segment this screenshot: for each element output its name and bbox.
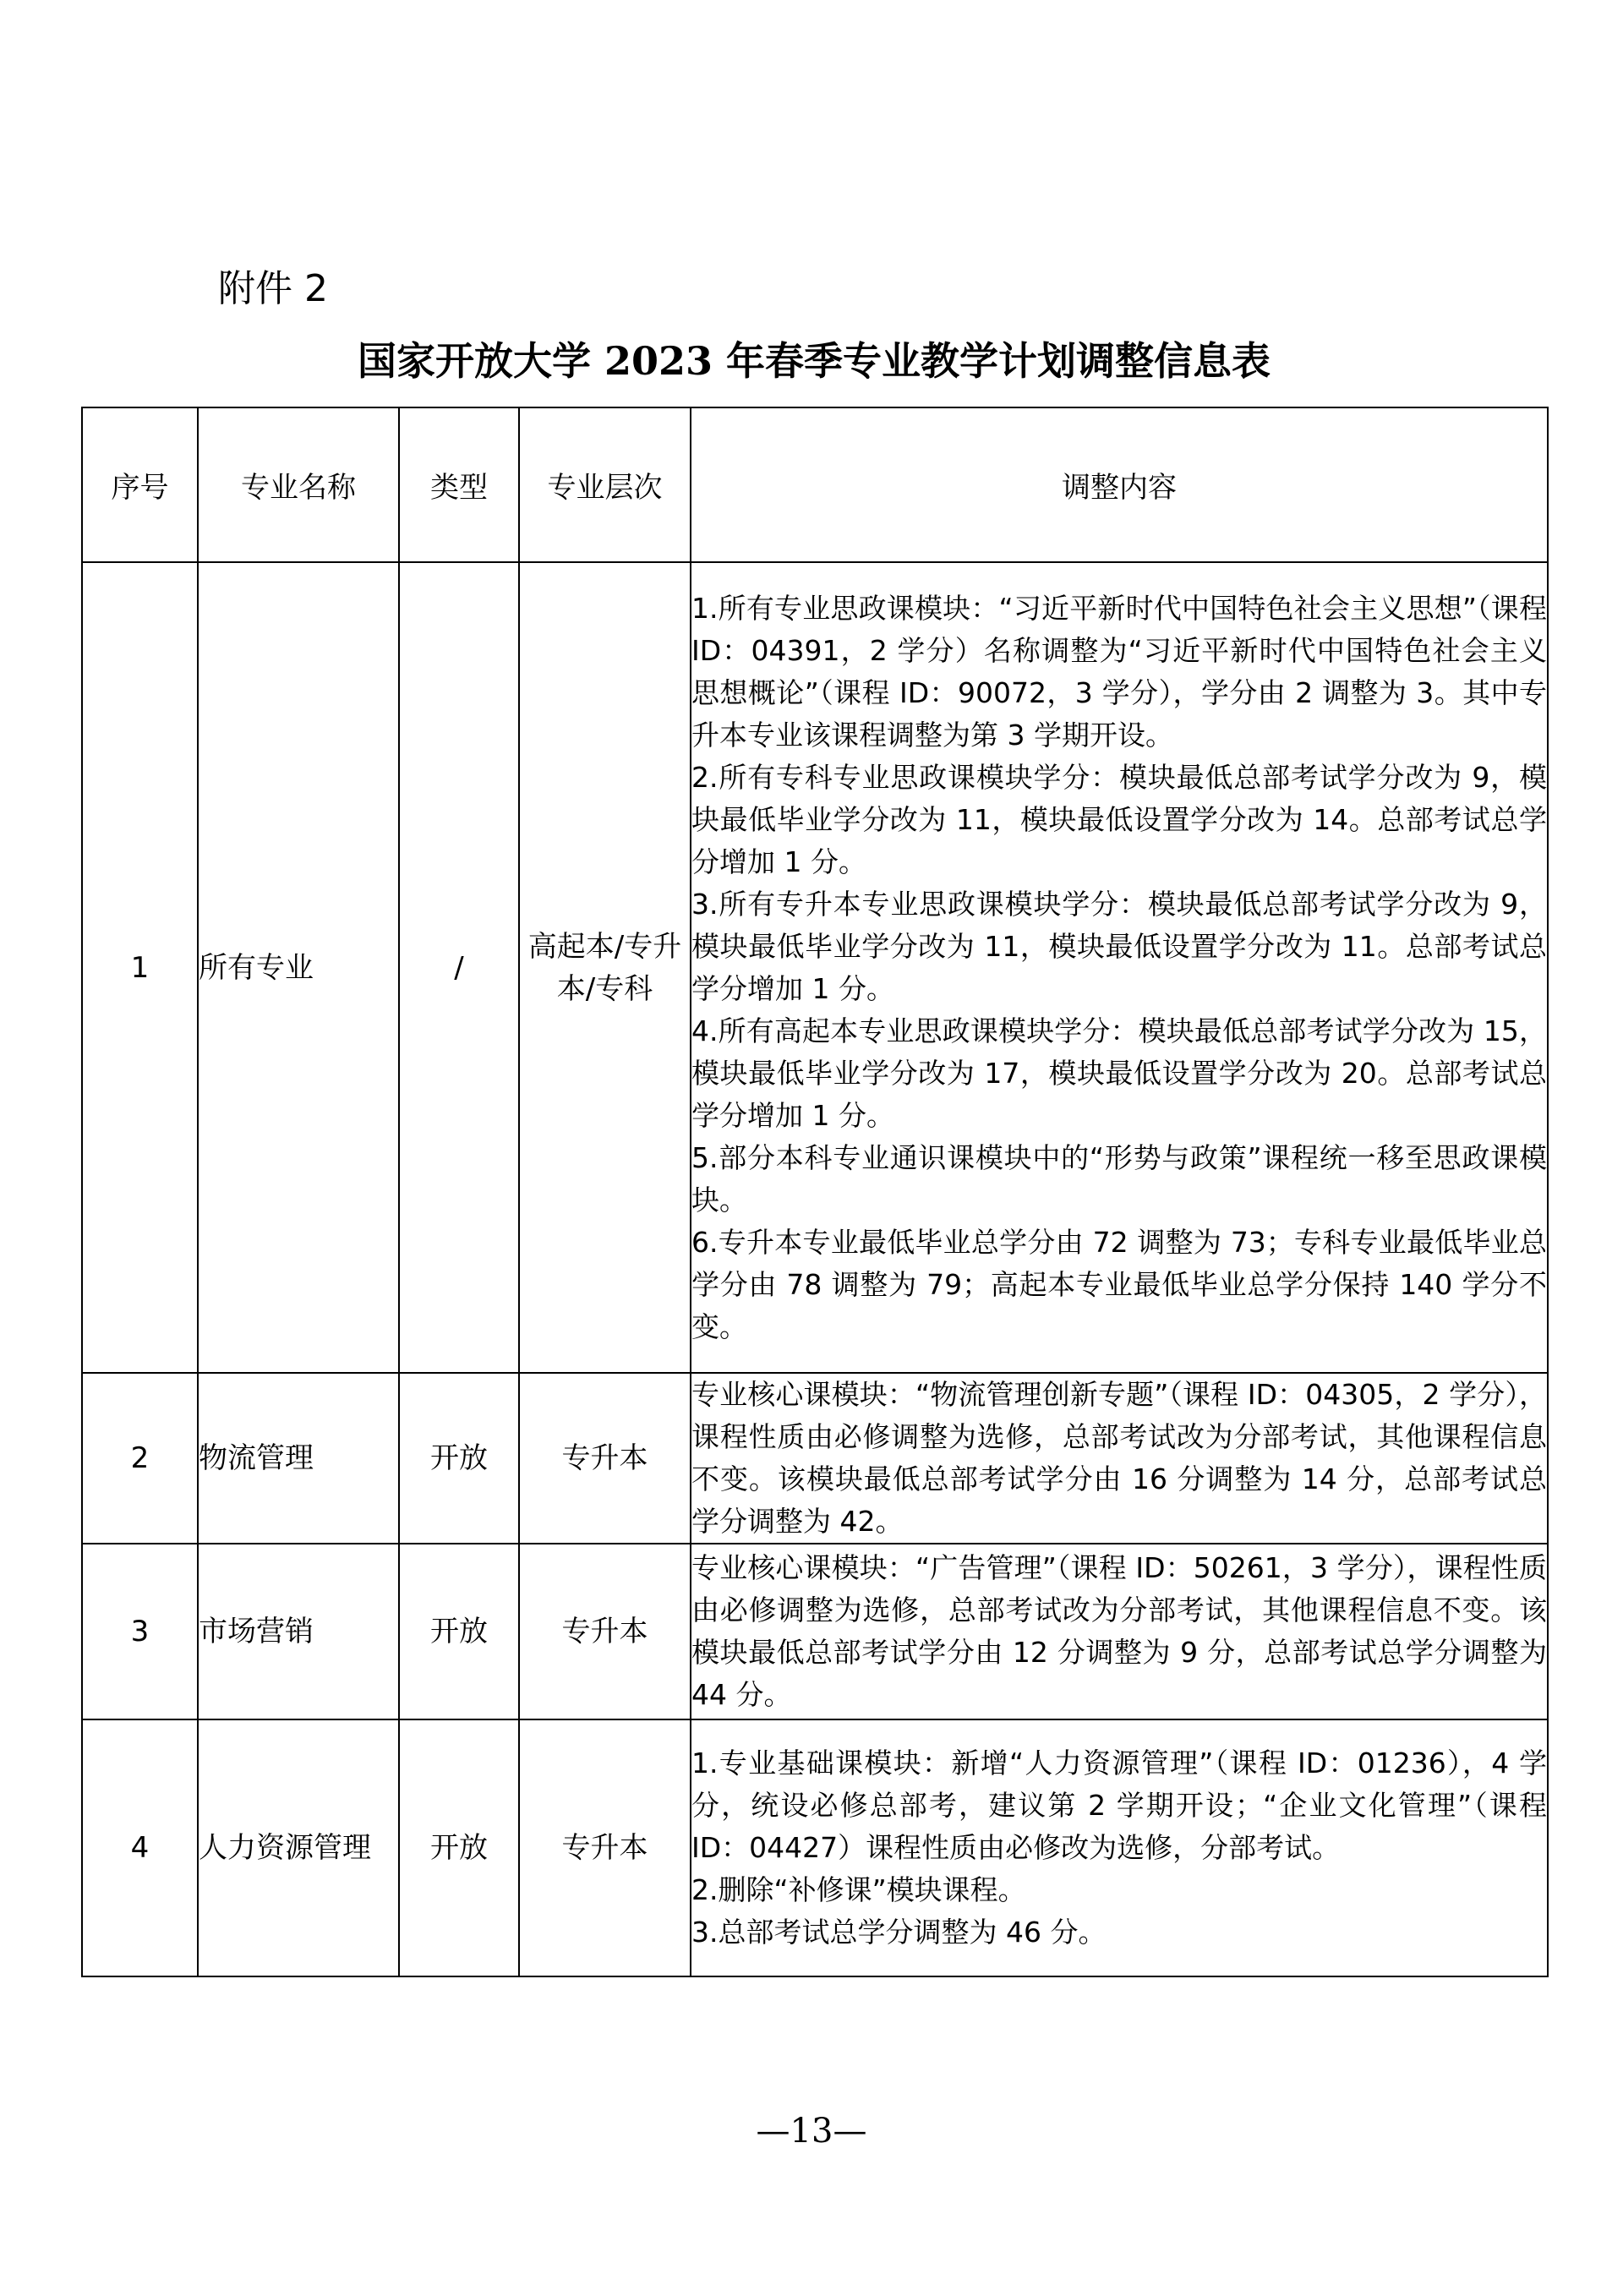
content-paragraph: 专业核心课模块：“物流管理创新专题”（课程 ID：04305，2 学分），课程性质由必修调整为选修，总部考试改为分部考试，其他课程信息不变。该模块最低总部考试学分由 16 分调整为 14 分，总部考试总学分调整为 42。 [691,1378,1547,1538]
row-adjustment-content [691,1373,1548,1544]
table-row [82,1719,1548,1976]
row-major-name: 物流管理 [198,1373,399,1544]
header-serial-number: 序号 [82,407,198,562]
header-adjustment-content: 调整内容 [691,407,1548,562]
row-type: 开放 [399,1373,519,1544]
row-type: / [399,562,519,1373]
row-major-name: 市场营销 [198,1544,399,1719]
content-paragraph: 4.所有高起本专业思政课模块学分：模块最低总部考试学分改为 15，模块最低毕业学分改为 17，模块最低设置学分改为 20。总部考试总学分增加 1 分。 [691,1014,1547,1132]
table-header-row [82,407,1548,562]
row-major-level: 高起本/专升本/专科 [519,562,691,1373]
content-paragraph: 3.总部考试总学分调整为 46 分。 [691,1916,1107,1949]
row-major-name: 所有专业 [198,562,399,1373]
page-number: —13— [756,2112,867,2151]
row-adjustment-content [691,1719,1548,1976]
content-paragraph: 6.专升本专业最低毕业总学分由 72 调整为 73；专科专业最低毕业总学分由 78 调整为 79；高起本专业最低毕业总学分保持 140 学分不变。 [691,1225,1547,1343]
content-paragraph: 1.所有专业思政课模块：“习近平新时代中国特色社会主义思想”（课程 ID：04391，2 学分）名称调整为“习近平新时代中国特色社会主义思想概论”（课程 ID：90072，3 学分），学分由 2 调整为 3。其中专升本专业该课程调整为第 3 学期开设。 [691,591,1547,752]
row-adjustment-content [691,562,1548,1373]
row-major-name: 人力资源管理 [198,1719,399,1976]
page-title: 国家开放大学 2023 年春季专业教学计划调整信息表 [357,338,1271,384]
content-paragraph: 2.所有专科专业思政课模块学分：模块最低总部考试学分改为 9，模块最低毕业学分改为 11，模块最低设置学分改为 14。总部考试总学分增加 1 分。 [691,760,1547,878]
content-paragraph: 专业核心课模块：“广告管理”（课程 ID：50261，3 学分），课程性质由必修调整为选修，总部考试改为分部考试，其他课程信息不变。该模块最低总部考试学分由 12 分调整为 9 分，总部考试总学分调整为 44 分。 [691,1551,1547,1711]
row-adjustment-content [691,1544,1548,1719]
row-major-level: 专升本 [519,1719,691,1976]
row-type: 开放 [399,1719,519,1976]
table-row [82,562,1548,1373]
row-type: 开放 [399,1544,519,1719]
attachment-label: 附件 2 [218,267,328,310]
row-serial-number: 3 [82,1544,198,1719]
content-paragraph: 3.所有专升本专业思政课模块学分：模块最低总部考试学分改为 9，模块最低毕业学分改为 11，模块最低设置学分改为 11。总部考试总学分增加 1 分。 [691,887,1547,1005]
content-paragraph: 1.专业基础课模块：新增“人力资源管理”（课程 ID：01236），4 学分，统设必修总部考，建议第 2 学期开设；“企业文化管理”（课程 ID：04427）课程性质由必修改为选修，分部考试。 [691,1747,1547,1864]
header-major-level: 专业层次 [519,407,691,562]
table-row [82,1373,1548,1544]
row-major-level: 专升本 [519,1373,691,1544]
row-serial-number: 2 [82,1373,198,1544]
content-paragraph: 2.删除“补修课”模块课程。 [691,1873,1026,1906]
row-serial-number: 1 [82,562,198,1373]
row-serial-number: 4 [82,1719,198,1976]
table-row [82,1544,1548,1719]
row-major-level: 专升本 [519,1544,691,1719]
content-paragraph: 5.部分本科专业通识课模块中的“形势与政策”课程统一移至思政课模块。 [691,1140,1547,1216]
header-major-name: 专业名称 [198,407,399,562]
adjustment-table [81,407,1549,1977]
header-type: 类型 [399,407,519,562]
